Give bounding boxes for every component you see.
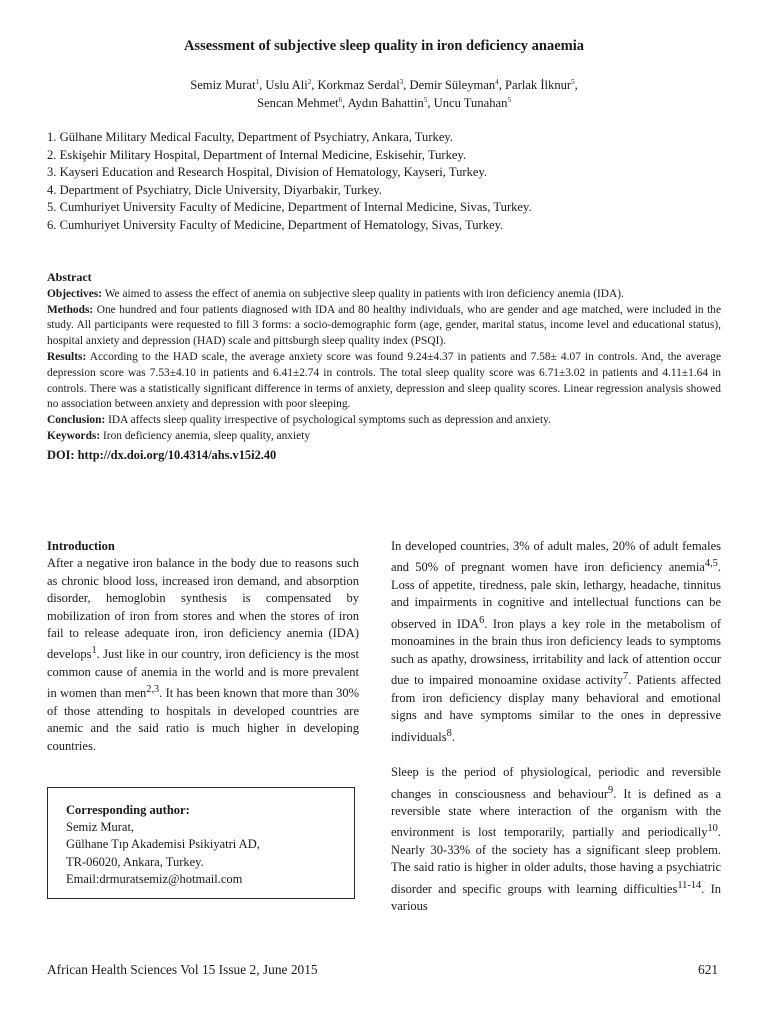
left-column bbox=[47, 538, 359, 755]
abstract-objectives: Objectives: We aimed to assess the effect of anemia on subjective sleep quality in patients with iron deficiency anemia (IDA). bbox=[47, 287, 624, 300]
author-list: Semiz Murat$^1$, Uslu Ali$^2$, Korkmaz Serdal$^3$, Demir Süleyman$^4$, Parlak İlknur$^5$, Sencan Mehmet$^6$, Aydın Bahattin$^5$, Uncu Tunahan$^5$ bbox=[190, 77, 578, 110]
abstract-keywords: Keywords: Iron deficiency anemia, sleep quality, anxiety bbox=[47, 429, 311, 442]
author: Sencan Mehmet$^6$ bbox=[257, 95, 343, 110]
author: Uslu Ali$^2$ bbox=[265, 77, 312, 92]
introduction-paragraph: After a negative iron balance in the body due to reasons such as chronic blood loss, increased iron demand, and absorption disorder, hemoglobin synthesis is compensated by mobilization of iron from stores and when the stores of iron fail to release adequate iron, iron deficiency anemia (IDA) develops$^1$. Just like in our country, iron deficiency is the most common cause of anemia in the world and is more prevalent in women than men$^{2,3}$. It has been known that more than 30% of those attending to hospitals in developed countries are anemic and the said ratio is much higher in developing countries. bbox=[47, 556, 359, 753]
corresponding-author-email[interactable]: Email:drmuratsemiz@hotmail.com bbox=[66, 871, 243, 886]
page-number: 621 bbox=[698, 962, 719, 977]
author: Demir Süleyman$^4$ bbox=[409, 77, 499, 92]
corresponding-author-heading: Corresponding author: bbox=[66, 803, 190, 817]
affiliation: 6. Cumhuriyet University Faculty of Medicine, Department of Hematology, Sivas, Turkey. bbox=[47, 217, 504, 232]
affiliation: 3. Kayseri Education and Research Hospital, Division of Hematology, Kayseri, Turkey. bbox=[47, 165, 488, 180]
corresponding-author-address: TR-06020, Ankara, Turkey. bbox=[66, 854, 204, 869]
article-title: Assessment of subjective sleep quality in iron deficiency anaemia bbox=[183, 38, 585, 54]
affiliation: 5. Cumhuriyet University Faculty of Medicine, Department of Internal Medicine, Sivas, Turkey. bbox=[47, 200, 532, 215]
corresponding-author-name: Semiz Murat, bbox=[66, 820, 135, 835]
right-column bbox=[391, 538, 721, 916]
abstract-heading: Abstract bbox=[47, 270, 92, 284]
affiliations bbox=[47, 129, 727, 235]
author: Parlak İlknur$^5$ bbox=[505, 77, 575, 92]
author: Korkmaz Serdal$^3$ bbox=[317, 77, 404, 92]
corresponding-author-box bbox=[47, 787, 355, 899]
body-paragraph: In developed countries, 3% of adult males, 20% of adult females and 50% of pregnant women have iron deficiency anemia$^{4,5}$. Loss of appetite, tiredness, pale skin, lethargy, headache, tinnitus and impairments in cognitive and intellectual functions can be observed in IDA$^6$. Iron plays a key role in the metabolism of monoamines in the brain thus iron deficiency leads to symptoms such as apathy, drowsiness, irritability and lack of attention occur due to impaired monoamine oxidase activity$^7$. Patients affected from iron deficiency display many behavioral and emotional signs and have symptoms similar to the ones in depressive individuals$^8$. bbox=[391, 539, 721, 744]
affiliation: 2. Eskişehir Military Hospital, Department of Internal Medicine, Eskisehir, Turkey. bbox=[47, 147, 467, 162]
author: Aydın Bahattin$^5$ bbox=[347, 95, 428, 110]
author: Semiz Murat$^1$ bbox=[190, 77, 260, 92]
affiliation: 1. Gülhane Military Medical Faculty, Department of Psychiatry, Ankara, Turkey. bbox=[47, 130, 454, 144]
abstract-results: Results: According to the HAD scale, the average anxiety score was found 9.24±4.37 in patients and 7.58± 4.07 in controls. And, the average depression score was 7.53±4.10 in patients and 6.41±2.74 in controls. The total sleep quality score was 6.71±3.02 in patients and 4.11±1.64 in controls. There was a statistically significant difference in terms of anxiety, depression and sleep quality scores. Linear regression analysis showed no association between anxiety and depression with poor sleeping. bbox=[47, 350, 722, 411]
introduction-heading: Introduction bbox=[47, 539, 115, 553]
affiliation: 4. Department of Psychiatry, Dicle University, Diyarbakir, Turkey. bbox=[47, 182, 382, 197]
corresponding-author-institution: Gülhane Tıp Akademisi Psikiyatri AD, bbox=[66, 837, 260, 852]
abstract bbox=[47, 270, 721, 464]
author: Uncu Tunahan$^5$ bbox=[433, 95, 511, 110]
doi-link[interactable]: DOI: http://dx.doi.org/10.4314/ahs.v15i2.40 bbox=[47, 447, 277, 462]
abstract-conclusion: Conclusion: IDA affects sleep quality irrespective of psychological symptoms such as depression and anxiety. bbox=[47, 414, 551, 427]
body-paragraph: Sleep is the period of physiological, periodic and reversible changes in consciousness and behaviour$^9$. It is defined as a reversible state where interaction of the organism with the environment is lost temporarily, partially and periodically$^{10}$. Nearly 30-33% of the society has a significant sleep problem. The said ratio is higher in older adults, those having a psychiatric disorder and specific groups with learning difficulties$^{11-14}$. In various bbox=[391, 765, 722, 914]
abstract-methods: Methods: One hundred and four patients diagnosed with IDA and 80 healthy individuals, who are gender and age matched, were included in the study. All participants were requested to fill 3 forms: a socio-demographic form (age, gender, marital status, income level and educational status), hospital anxiety and depression (HAD) scale and pittsburgh sleep quality index (PSQI). bbox=[47, 303, 721, 348]
journal-footer: African Health Sciences Vol 15 Issue 2, June 2015 bbox=[47, 962, 318, 977]
